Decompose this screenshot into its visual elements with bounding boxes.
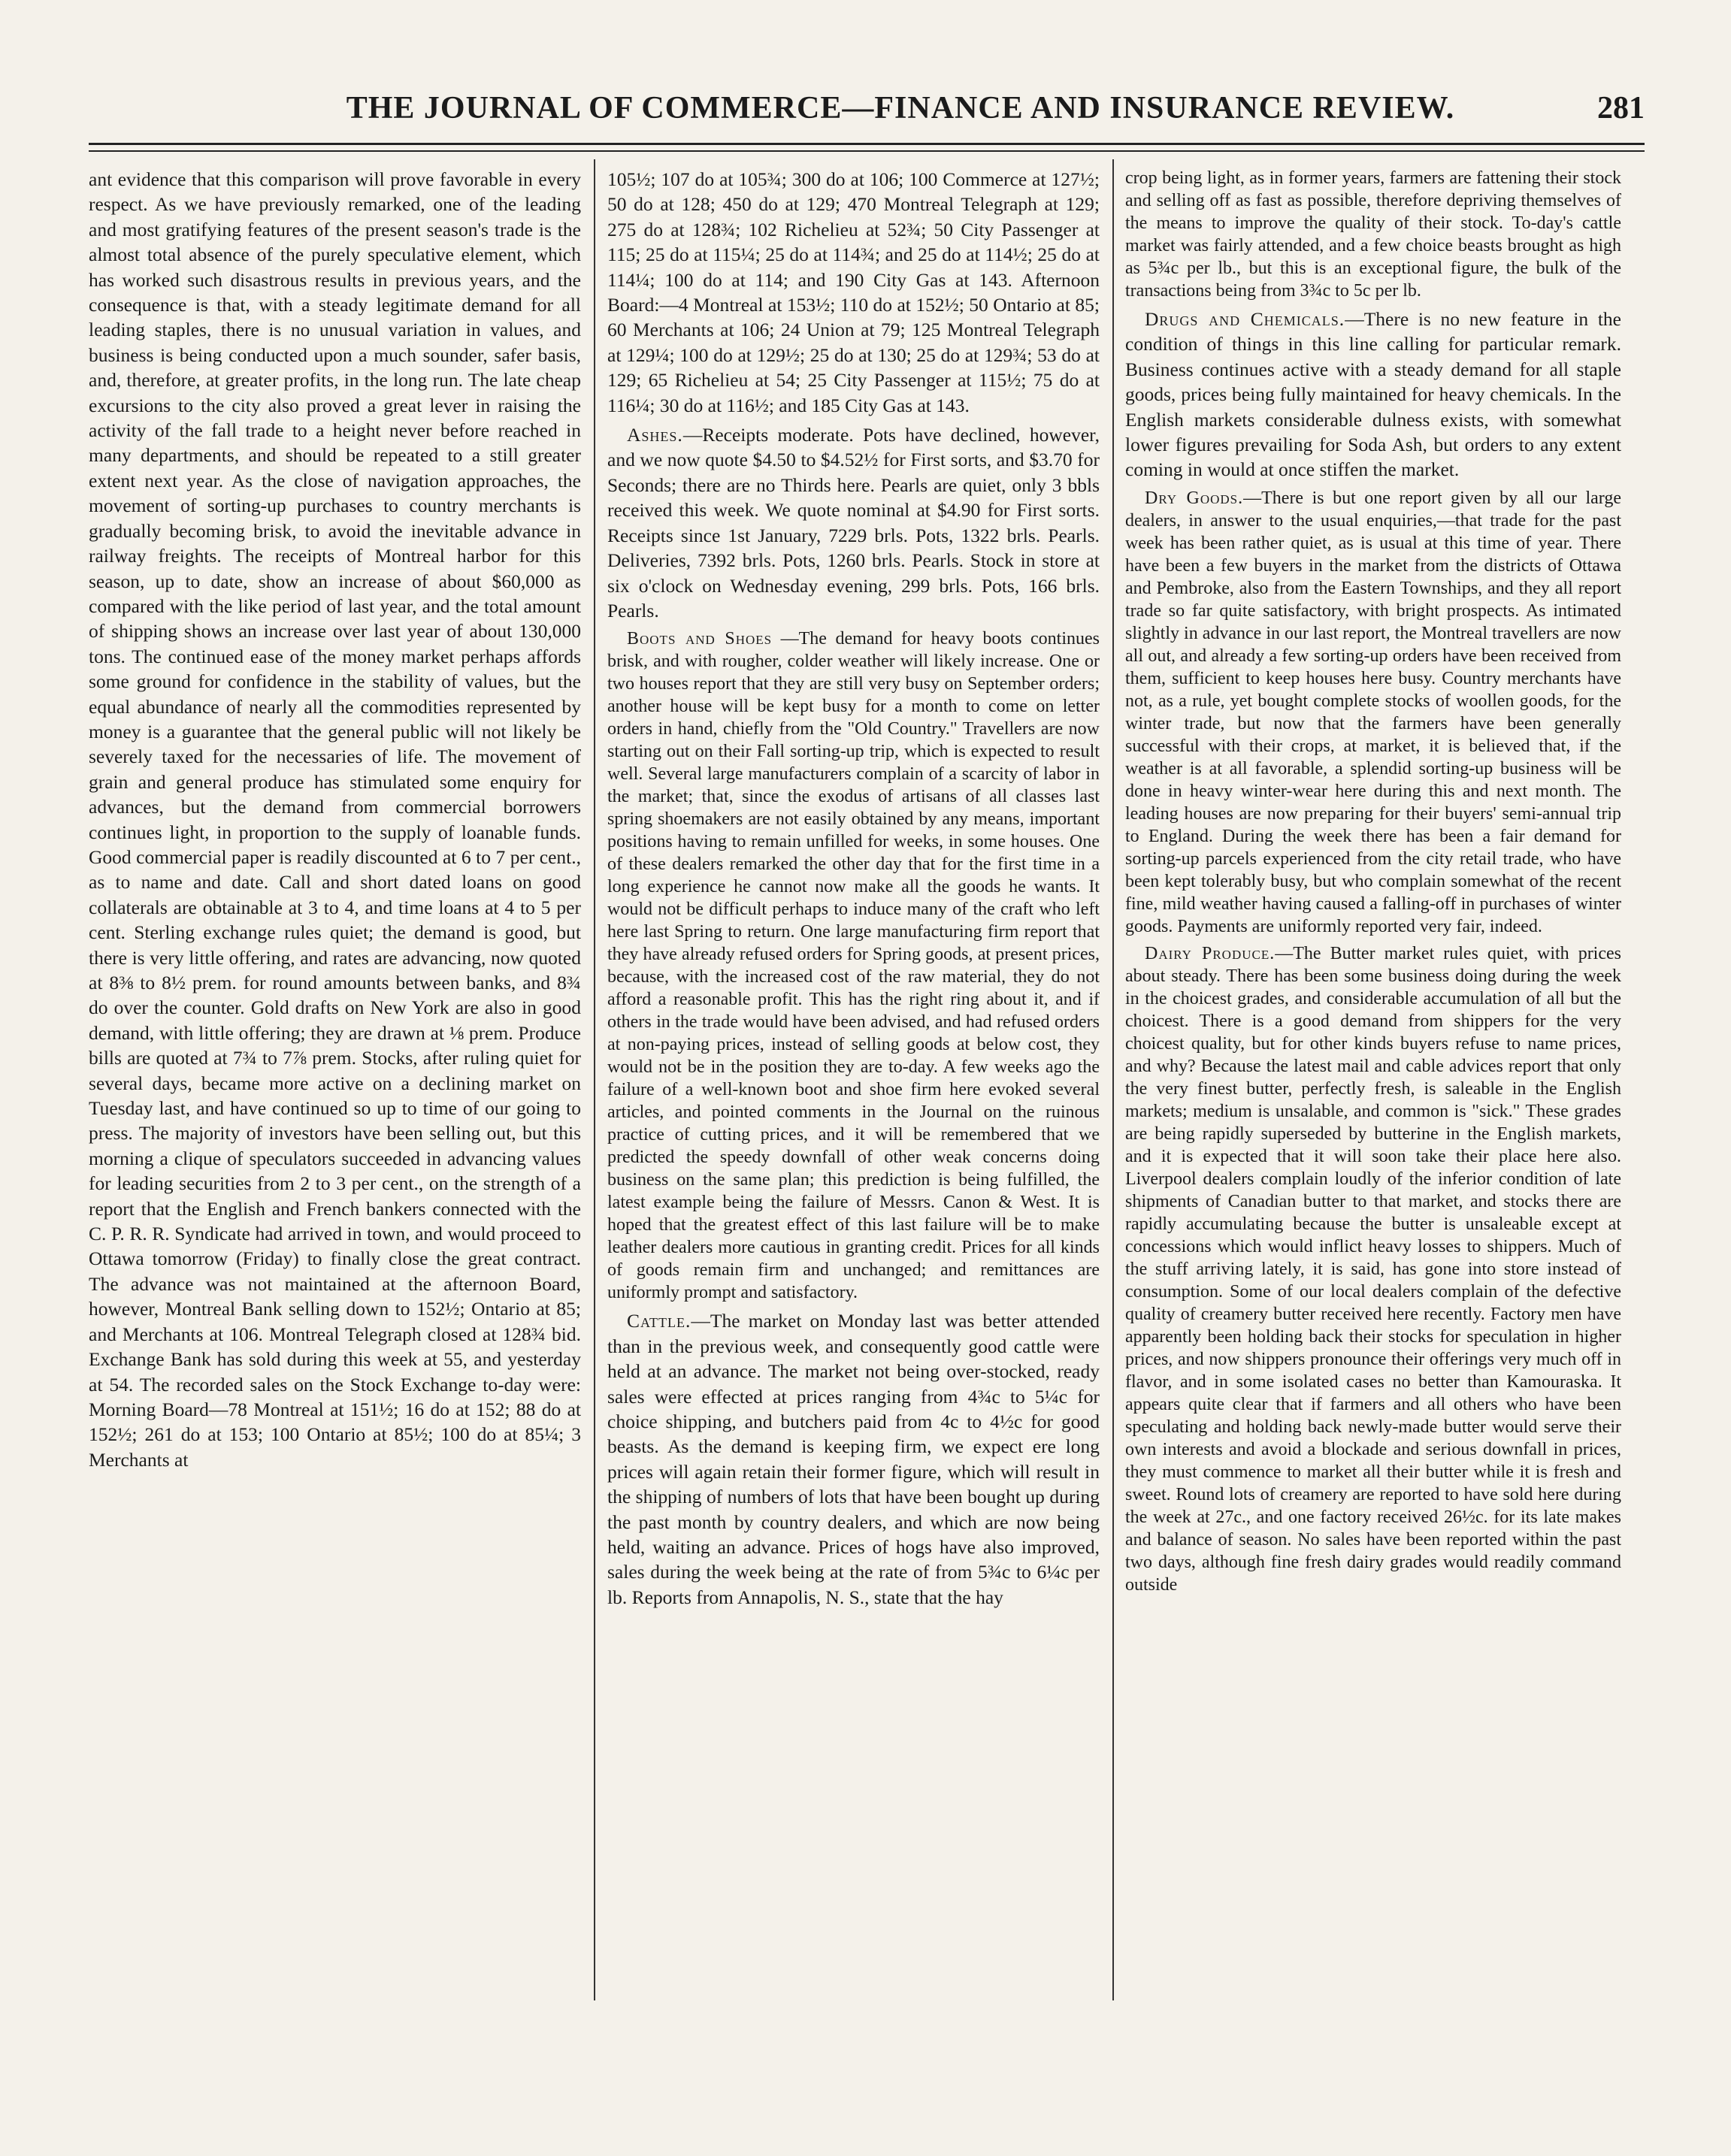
dry-goods-text: —There is but one report given by all our large dealers, in answer to the usual enquiries,—that trade for the past week has been rather quiet, as is usual at this time of year. There have been a few buyers in the market from the districts of Ottawa and Pembroke, also from the Eastern Townships, and they all report trade so far quite satisfactory, with bright prospects. As intimated slightly in advance in our last report, the Montreal travellers are now all out, and already a few sorting-up orders have been received from them, sufficient to keep houses here busy. Country merchants have not, as a rule, yet bought complete stocks of woollen goods, for the winter trade, but now that the farmers have been generally successful with their crops, at market, it is believed that, if the weather is at all favorable, a splendid sorting-up business will be done in heavy winter-wear here during this and next month. The leading houses are now preparing for their buyers' semi-annual trip to England. During the week there has been a fair demand for sorting-up parcels experienced from the city retail trade, who have been kept tolerably busy, but who complain somewhat of the recent fine, mild weather having caused a falling-off in purchases of winter goods. Payments are uniformly reported very fair, indeed. [1125, 488, 1621, 936]
boots-heading: Boots and Shoes [627, 629, 773, 649]
ashes-heading: Ashes. [627, 424, 683, 446]
dry-goods-heading: Dry Goods. [1145, 488, 1244, 508]
page-header [89, 90, 1645, 135]
journal-title: THE JOURNAL OF COMMERCE—FINANCE AND INSURANCE REVIEW. [346, 91, 1455, 125]
column-2 [607, 167, 1100, 2000]
finance-paragraph: ant evidence that this comparison will prove favorable in every respect. As we have previously remarked, one of the leading and most gratifying features of the present season's trade is the almost total absence of the purely speculative element, which has worked such disastrous results in previous years, and the consequence is that, with a steady legitimate demand for all leading staples, there is no unusual variation in values, and business is being conducted upon a much sounder, safer basis, and, therefore, at greater profits, in the long run. The late cheap excursions to the city also proved a great lever in raising the activity of the fall trade to a height never before reached in many departments, and should be repeated to a still greater extent next year. As the close of navigation approaches, the movement of sorting-up purchases to country merchants is gradually becoming brisk, to avoid the inevitable advance in railway freights. The receipts of Montreal harbor for this season, up to date, show an increase of about $60,000 as compared with the like period of last year, and the total amount of shipping shows an increase over last year of about 130,000 tons. The continued ease of the money market perhaps affords some ground for confidence in the stability of values, but the equal abundance of nearly all the commodities represented by money is a guarantee that the general public will not likely be severely taxed for the necessaries of life. The movement of grain and general produce has stimulated some enquiry for advances, but the demand from commercial borrowers continues light, in proportion to the supply of loanable funds. Good commercial paper is readily discounted at 6 to 7 per cent., as to name and date. Call and short dated loans on good collaterals are obtainable at 3 to 4, and time loans at 4 to 5 per cent. Sterling exchange rules quiet; the demand is good, but there is very little offering, and rates are advancing, now quoted at 8⅜ to 8½ prem. for round amounts between banks, and 8¾ do over the counter. Gold drafts on New York are also in good demand, with little offering; they are drawn at ⅛ prem. Produce bills are quoted at 7¾ to 7⅞ prem. Stocks, after ruling quiet for several days, became more active on a declining market on Tuesday last, and have continued so up to time of our going to press. The majority of investors have been selling out, but this morning a clique of speculators succeeded in advancing values for leading securities from 2 to 3 per cent., on the strength of a report that the English and French bankers connected with the C. P. R. R. Syndicate had arrived in town, and would proceed to Ottawa tomorrow (Friday) to finally close the great contract. The advance was not maintained at the afternoon Board, however, Montreal Bank selling down to 152½; Ontario at 85; and Merchants at 106. Montreal Telegraph closed at 128¾ bid. Exchange Bank has sold during this week at 55, and yesterday at 54. The recorded sales on the Stock Exchange to-day were: Morning Board—78 Montreal at 151½; 16 do at 152; 88 do at 152½; 261 do at 153; 100 Ontario at 85½; 100 do at 85¼; 3 Merchants at [89, 168, 581, 1471]
stock-sales-paragraph: 105½; 107 do at 105¾; 300 do at 106; 100 Commerce at 127½; 50 do at 128; 450 do at 129; 470 Montreal Telegraph at 129; 275 do at 128¾; 102 Richelieu at 52¾; 50 City Passenger at 115; 25 do at 115¼; 25 do at 114¾; and 25 do at 114½; 25 do at 114¼; 100 do at 114; and 190 City Gas at 143. Afternoon Board:—4 Montreal at 153½; 110 do at 152½; 50 Ontario at 85; 60 Merchants at 106; 24 Union at 79; 125 Montreal Telegraph at 129¼; 100 do at 129½; 25 do at 130; 25 do at 129¾; 53 do at 129; 65 Richelieu at 54; 25 City Passenger at 115½; 75 do at 116¼; 30 do at 116½; and 185 City Gas at 143. [607, 168, 1100, 416]
cattle-section [607, 1308, 1100, 1610]
dry-goods-section [1125, 487, 1621, 938]
ashes-text: —Receipts moderate. Pots have declined, however, and we now quote $4.50 to $4.52½ for First sorts, and $3.70 for Seconds; there are no Thirds here. Pearls are quiet, only 3 bbls received this week. We quote nominal at $4.90 for First sorts. Receipts since 1st January, 7229 brls. Pots, 1322 brls. Pearls. Deliveries, 7392 brls. Pots, 1260 brls. Pearls. Stock in store at six o'clock on Wednesday evening, 299 brls. Pots, 166 brls. Pearls. [607, 424, 1100, 621]
cattle-heading: Cattle. [627, 1310, 691, 1332]
drugs-section [1125, 307, 1621, 482]
page-number: 281 [1597, 91, 1645, 125]
boots-text: —The demand for heavy boots continues brisk, and with rougher, colder weather will likely increase. One or two houses report that they are still very busy on September orders; another house will be kept busy for a month to come on letter orders in hand, chiefly from the "Old Country." Travellers are now starting out on their Fall sorting-up trip, which is expected to result well. Several large manufacturers complain of a scarcity of labor in the market; that, since the exodus of artisans of all classes last spring shoemakers are not easily obtained by any means, important positions having to remain unfilled for weeks, in some houses. One of these dealers remarked the other day that for the first time in a long experience he cannot now make all the goods he wants. It would not be difficult perhaps to induce many of the craft who left here last Spring to return. One large manufacturing firm report that they have already refused orders for Spring goods, at present prices, because, with the increased cost of the raw material, they do not afford a reasonable profit. This has the right ring about it, and if others in the trade would have been advised, and had refused orders at non-paying prices, instead of selling goods at below cost, they would not be in the position they are to-day. A few weeks ago the failure of a well-known boot and shoe firm here evoked several articles, and pointed comments in the Journal on the ruinous practice of cutting prices, and it will be remembered that we predicted the speedy downfall of other weak concerns doing business on the same plan; this prediction is being fulfilled, the latest example being the failure of Messrs. Canon & West. It is hoped that the greatest effect of this last failure will be to make leather dealers more cautious in granting credit. Prices for all kinds of goods remain firm and unchanged; and remittances are uniformly prompt and satisfactory. [607, 629, 1100, 1303]
ashes-section [607, 422, 1100, 623]
dairy-heading: Dairy Produce. [1145, 943, 1276, 963]
cattle-continued-paragraph: crop being light, as in former years, farmers are fattening their stock and selling off as fast as possible, therefore depriving themselves of the means to improve the quality of their stock. To-day's cattle market was fairly attended, and a few choice beasts brought as high as 5¾c per lb., but this is an exceptional figure, the bulk of the transactions being from 3¾c to 5c per lb. [1125, 168, 1621, 301]
cattle-text: —The market on Monday last was better attended than in the previous week, and consequently good cattle were held at an advance. The market not being over-stocked, ready sales were effected at prices ranging from 4¾c to 5¼c for choice shipping, and butchers paid from 4c to 4½c for good beasts. As the demand is keeping firm, we expect ere long prices will again retain their former figure, which will result in the shipping of numbers of lots that have been bought up during the past month by country dealers, and which are now being held, waiting an advance. Prices of hogs have also improved, sales during the week being at the rate of from 5¾c to 6¼c per lb. Reports from Annapolis, N. S., state that the hay [607, 1310, 1100, 1608]
header-rule-bottom [89, 150, 1645, 152]
column-divider-2 [1112, 159, 1114, 2000]
drugs-text: —There is no new feature in the condition of things in this line calling for particular remark. Business continues active with a steady demand for all staple goods, prices being fully maintained for heavy chemicals. In the English markets considerable dulness exists, with somewhat lower figures prevailing for Soda Ash, but orders to any extent coming in would at once stiffen the market. [1125, 308, 1621, 481]
column-3 [1125, 167, 1621, 2000]
header-rule-top [89, 143, 1645, 145]
dairy-text: —The Butter market rules quiet, with prices about steady. There has been some business doing during the week in the choicest grades, and considerable accumulation of all but the choicest. There is a good demand from shippers for the very choicest quality, but for other kinds buyers refuse to name prices, and why? Because the latest mail and cable advices report that only the very finest butter, perfectly fresh, is saleable in the English markets; medium is unsalable, and common is "sick." These grades are being rapidly superseded by butterine in the English markets, and it is expected that it will soon take their place here also. Liverpool dealers complain loudly of the inferior condition of late shipments of Canadian butter to that market, and stocks there are rapidly accumulating because the butter is unsaleable except at concessions which would inflict heavy losses to shippers. Much of the stuff arriving lately, it is said, has gone into store instead of consumption. Some of our local dealers complain of the defective quality of creamery butter received here recently. Factory men have apparently been holding back their stocks for speculation in higher prices, and now shippers pronounce their offerings very much off in flavor, and in some isolated cases no better than Kamouraska. It appears quite clear that if farmers and all others who have been speculating and holding back newly-made butter would serve their own interests and avoid a blockade and serious downfall in prices, they must commence to market all their butter while it is fresh and sweet. Round lots of creamery are reported to have sold here during the week at 27c., and one factory received 26½c. for its late makes and balance of season. No sales have been reported within the past two days, although fine fresh dairy grades would readily command outside [1125, 943, 1621, 1595]
drugs-heading: Drugs and Chemicals. [1145, 308, 1345, 330]
column-divider-1 [594, 159, 595, 2000]
column-1 [89, 167, 581, 2000]
dairy-section [1125, 942, 1621, 1596]
boots-section [607, 627, 1100, 1304]
